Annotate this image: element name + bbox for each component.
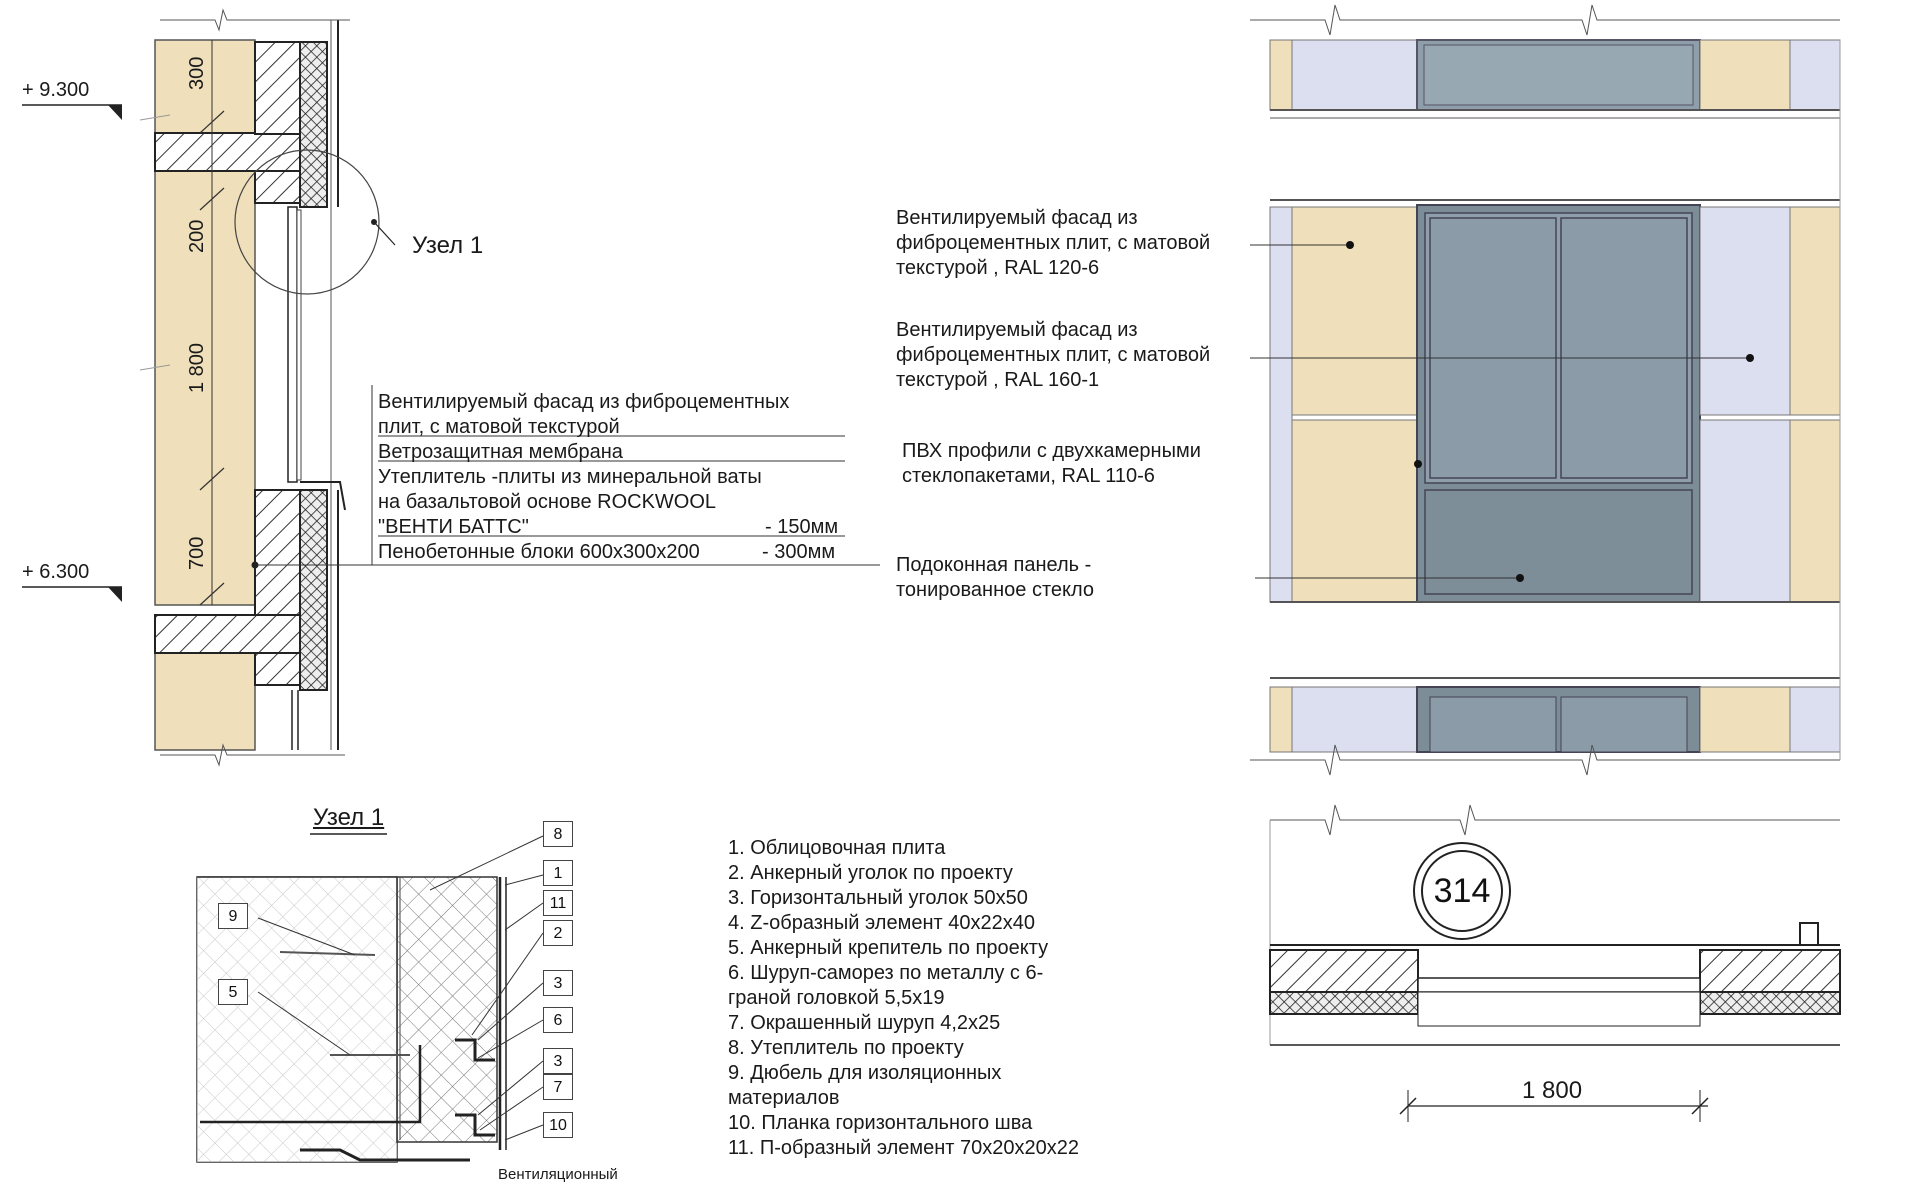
- layer-line: плит, с матовой текстурой: [378, 416, 620, 438]
- legend-item: 10. Планка горизонтального шва: [728, 1112, 1033, 1134]
- callout-7: 7: [543, 1074, 573, 1100]
- section-block-strip: [155, 40, 255, 605]
- dim-300: 300: [186, 56, 208, 90]
- elev-label-4: Подоконная панель -: [896, 554, 1092, 576]
- legend-item: граной головкой 5,5х19: [728, 987, 945, 1009]
- legend-item: 11. П-образный элемент 70х20х20х22: [728, 1137, 1080, 1159]
- layer-thickness: - 300мм: [762, 541, 836, 563]
- window-sash-right: [1561, 218, 1687, 478]
- layer-line: Вентилируемый фасад из фиброцементных: [378, 391, 790, 413]
- elev-label-2: фиброцементных плит, с матовой: [896, 344, 1211, 366]
- legend-item: 1. Облицовочная плита: [728, 837, 946, 859]
- elev-label-3: стеклопакетами, RAL 110-6: [902, 465, 1155, 487]
- elev-label-2: Вентилируемый фасад из: [896, 319, 1138, 341]
- dim-200: 200: [186, 219, 208, 253]
- callout-3b: 3: [543, 1048, 573, 1074]
- detail-insulation: [397, 877, 497, 1142]
- floor-slab-upper: [155, 133, 300, 171]
- elev-panel-ral-120-6: [1292, 207, 1417, 415]
- callout-2: 2: [543, 920, 573, 946]
- callout-5: 5: [218, 979, 248, 1005]
- legend-item: 8. Утеплитель по проекту: [728, 1037, 964, 1059]
- window-sash-left: [1430, 218, 1556, 478]
- node-label: Узел 1: [412, 232, 484, 259]
- dim-1800: 1 800: [186, 342, 208, 393]
- node-detail: [197, 834, 543, 1162]
- section-insulation-lower: [300, 490, 327, 690]
- layer-line: на базальтовой основе ROCKWOOL: [378, 491, 717, 513]
- legend-item: материалов: [728, 1087, 840, 1109]
- layer-line: Ветрозащитная мембрана: [378, 441, 623, 463]
- elev-panel-ral-160-1: [1700, 207, 1790, 415]
- elev-panel-lavender: [1292, 40, 1417, 110]
- legend-item: 9. Дюбель для изоляционных: [728, 1062, 1002, 1084]
- callout-1: 1: [543, 860, 573, 886]
- facade-elevation: [1250, 5, 1840, 775]
- callout-10: 10: [543, 1112, 573, 1138]
- layer-line: Пенобетонные блоки 600х300х200: [378, 541, 700, 563]
- dim-700: 700: [186, 536, 208, 570]
- elev-label-1: текстурой , RAL 120-6: [896, 257, 1100, 279]
- layer-thickness: - 150мм: [765, 516, 839, 538]
- plan-window-frame: [1418, 978, 1700, 992]
- elev-panel-cream: [1270, 40, 1292, 110]
- vent-gap-label: Вентиляционный: [498, 1166, 618, 1183]
- elev-label-2: текстурой , RAL 160-1: [896, 369, 1100, 391]
- plan-width-dimension: 1 800: [1522, 1077, 1583, 1104]
- axis-badge: [1413, 842, 1511, 940]
- legend-item: 7. Окрашенный шуруп 4,2х25: [728, 1012, 1001, 1034]
- level-mark-9300: + 9.300: [22, 79, 90, 101]
- level-mark-6300: + 6.300: [22, 561, 90, 583]
- legend-item: 2. Анкерный уголок по проекту: [728, 862, 1013, 884]
- axis-badge-number: 314: [1421, 850, 1503, 932]
- callout-6: 6: [543, 1007, 573, 1033]
- legend-item: 3. Горизонтальный уголок 50х50: [728, 887, 1028, 909]
- callout-8: 8: [543, 821, 573, 847]
- legend-item: 4. Z-образный элемент 40х22х40: [728, 912, 1035, 934]
- wall-section: [22, 10, 880, 765]
- window-plan: [1270, 805, 1840, 1122]
- callout-9: 9: [218, 903, 248, 929]
- detail-title: Узел 1: [313, 804, 385, 831]
- callout-3: 3: [543, 970, 573, 996]
- elev-label-3: ПВХ профили с двухкамерными: [902, 440, 1201, 462]
- layer-line: Утеплитель -плиты из минеральной ваты: [378, 466, 762, 488]
- elev-label-1: Вентилируемый фасад из: [896, 207, 1138, 229]
- elev-label-1: фиброцементных плит, с матовой: [896, 232, 1211, 254]
- legend-item: 6. Шуруп-саморез по металлу с 6-: [728, 962, 1044, 984]
- layer-line: "ВЕНТИ БАТТС": [378, 516, 529, 538]
- floor-slab-lower: [155, 615, 300, 653]
- callout-11: 11: [543, 890, 573, 916]
- section-insulation-upper: [300, 42, 327, 207]
- legend-item: 5. Анкерный крепитель по проекту: [728, 937, 1049, 959]
- elev-label-4: тонированное стекло: [896, 579, 1094, 601]
